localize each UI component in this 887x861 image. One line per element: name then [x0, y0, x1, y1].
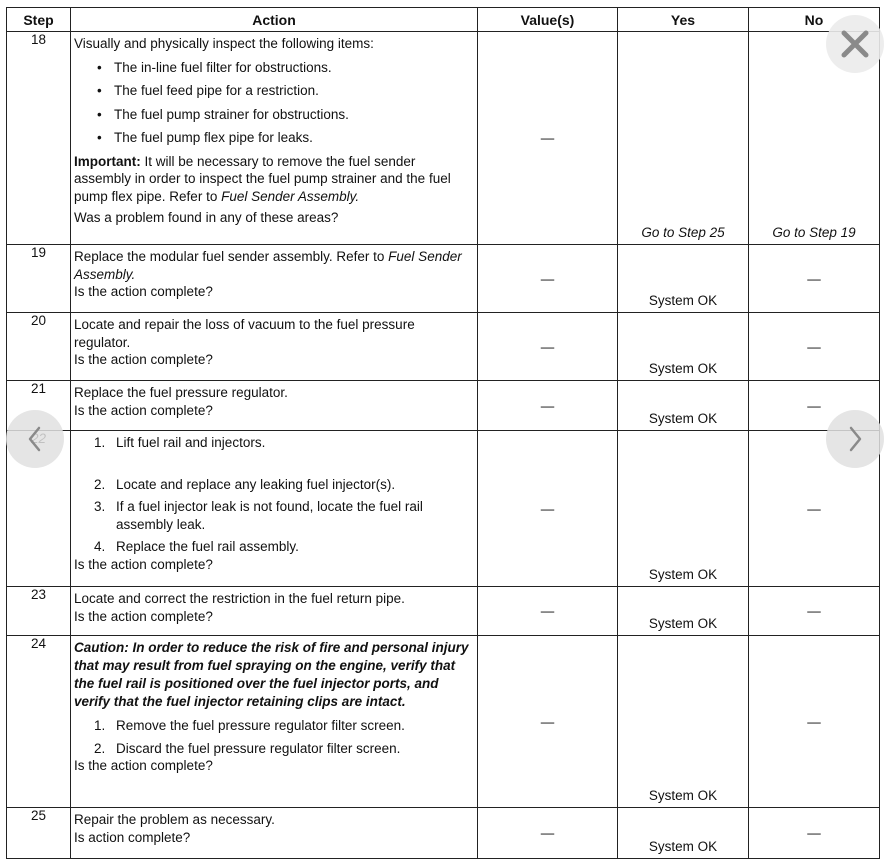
- value-cell: [478, 587, 618, 636]
- item-text: Discard the fuel pressure regulator filter screen.: [116, 740, 401, 756]
- bullet-item: • The in-line fuel filter for obstructions.: [74, 59, 473, 77]
- bullet-item: • The fuel pump strainer for obstructions.: [74, 106, 473, 124]
- table-row-step-21: [7, 381, 880, 431]
- no-dash: —: [807, 714, 821, 729]
- value-cell: [478, 313, 618, 381]
- item-number: 1.: [94, 718, 106, 733]
- item-number: 3.: [94, 499, 106, 514]
- step-number: 25: [7, 808, 71, 859]
- no-goto: Go to Step 19: [772, 225, 856, 240]
- no-dash: —: [807, 501, 821, 516]
- action-cell: [71, 32, 478, 245]
- value-dash: —: [540, 603, 555, 619]
- chevron-left-icon: [25, 424, 45, 454]
- action-ref: Fuel Sender Assembly.: [74, 249, 462, 282]
- table-row-step-19: [7, 245, 880, 313]
- previous-button[interactable]: [6, 410, 64, 468]
- step-number: 23: [7, 587, 71, 636]
- step-number: 21: [7, 381, 71, 431]
- yes-cell: [618, 245, 749, 313]
- no-dash: —: [807, 825, 821, 841]
- step-number: 19: [7, 245, 71, 313]
- action-question: Is the action complete?: [74, 284, 213, 299]
- yes-cell: [618, 808, 749, 859]
- no-dash: —: [807, 271, 821, 286]
- yes-cell: [618, 313, 749, 381]
- no-cell: [749, 313, 880, 381]
- yes-goto: Go to Step 25: [641, 225, 725, 240]
- action-cell: [71, 636, 478, 808]
- numbered-item: [74, 498, 473, 533]
- header-values: Value(s): [478, 8, 618, 32]
- value-cell: [478, 32, 618, 245]
- header-row: [7, 8, 880, 32]
- table-row-step-22: [7, 431, 880, 587]
- no-dash: —: [807, 603, 821, 619]
- action-text: Locate and repair the loss of vacuum to the fuel pressure regulator.: [74, 317, 415, 350]
- step-number: 20: [7, 313, 71, 381]
- bullet-item: • The fuel pump flex pipe for leaks.: [74, 129, 473, 147]
- numbered-item: [74, 740, 473, 758]
- action-question: Is the action complete?: [74, 352, 213, 367]
- action-text: [74, 248, 473, 283]
- table-row-step-24: [7, 636, 880, 808]
- action-text-main: Replace the modular fuel sender assembly. Refer to: [74, 249, 389, 264]
- numbered-item: [74, 476, 473, 494]
- no-dash: —: [807, 398, 821, 413]
- yes-result: System OK: [648, 411, 718, 426]
- action-question: Was a problem found in any of these areas?: [74, 210, 339, 225]
- action-cell: [71, 431, 478, 587]
- next-button[interactable]: [826, 410, 884, 468]
- table-row-step-18: [7, 32, 880, 245]
- item-text: If a fuel injector leak is not found, locate the fuel rail assembly leak.: [116, 499, 423, 532]
- yes-result: System OK: [648, 839, 718, 854]
- yes-cell: [618, 32, 749, 245]
- value-dash: —: [540, 825, 555, 841]
- item-text: Locate and replace any leaking fuel injector(s).: [116, 476, 396, 492]
- value-dash: —: [540, 501, 555, 516]
- header-no: No: [749, 8, 880, 32]
- value-cell: [478, 381, 618, 431]
- value-dash: —: [540, 271, 555, 286]
- yes-result: System OK: [648, 788, 718, 803]
- step-number: 18: [7, 32, 71, 245]
- action-text: Repair the problem as necessary.: [74, 812, 275, 827]
- action-intro: Visually and physically inspect the following items:: [74, 36, 374, 51]
- value-dash: —: [540, 714, 555, 729]
- item-text: Lift fuel rail and injectors.: [116, 435, 266, 450]
- value-dash: —: [540, 398, 555, 413]
- no-cell: [749, 808, 880, 859]
- diagnostic-table: [6, 7, 880, 859]
- caution-note: Caution: In order to reduce the risk of fire and personal injury that may result from fuel spraying on the engine, verify that the fuel rail is positioned over the fuel injector ports, and verify that the fuel injector retaining clips are intact.: [74, 640, 469, 709]
- value-cell: [478, 431, 618, 587]
- yes-result: System OK: [648, 567, 718, 582]
- step-number: 24: [7, 636, 71, 808]
- action-question: Is the action complete?: [74, 402, 213, 418]
- bullet-item: • The fuel feed pipe for a restriction.: [74, 82, 473, 100]
- action-cell: [71, 313, 478, 381]
- action-question: Is the action complete?: [74, 556, 213, 572]
- action-text: Replace the fuel pressure regulator.: [74, 385, 288, 400]
- table-row-step-20: [7, 313, 880, 381]
- action-question: Is the action complete?: [74, 608, 213, 624]
- no-cell: [749, 587, 880, 636]
- item-number: 4.: [94, 539, 106, 554]
- numbered-item: [74, 717, 473, 735]
- header-step: Step: [7, 8, 71, 32]
- important-ref: Fuel Sender Assembly.: [221, 188, 360, 204]
- action-cell: [71, 808, 478, 859]
- table-row-step-25: [7, 808, 880, 859]
- action-question: Is the action complete?: [74, 758, 213, 773]
- action-cell: [71, 587, 478, 636]
- action-cell: [71, 245, 478, 313]
- item-text: Remove the fuel pressure regulator filter screen.: [116, 718, 405, 733]
- action-cell: [71, 381, 478, 431]
- item-number: 1.: [94, 435, 106, 450]
- yes-result: System OK: [648, 293, 718, 308]
- chevron-right-icon: [845, 424, 865, 454]
- header-yes: Yes: [618, 8, 749, 32]
- important-text: It will be necessary to remove the fuel sender assembly in order to inspect the fuel pump strainer and the fuel pump flex pipe. Refer to: [74, 153, 451, 204]
- yes-cell: [618, 431, 749, 587]
- value-dash: —: [540, 130, 555, 146]
- no-cell: [749, 245, 880, 313]
- yes-result: System OK: [648, 616, 718, 631]
- yes-cell: [618, 381, 749, 431]
- action-text: Locate and correct the restriction in the fuel return pipe.: [74, 591, 405, 606]
- item-number: 2.: [94, 740, 106, 756]
- numbered-item: [74, 538, 473, 556]
- value-cell: [478, 636, 618, 808]
- close-icon: [840, 29, 870, 59]
- item-number: 2.: [94, 476, 106, 492]
- value-cell: [478, 245, 618, 313]
- close-button[interactable]: [826, 15, 884, 73]
- numbered-item: [74, 434, 473, 452]
- value-cell: [478, 808, 618, 859]
- value-dash: —: [540, 339, 555, 354]
- no-cell: [749, 636, 880, 808]
- yes-cell: [618, 636, 749, 808]
- important-label: Important:: [74, 153, 141, 169]
- item-text: Replace the fuel rail assembly.: [116, 539, 299, 554]
- action-question: Is action complete?: [74, 829, 191, 845]
- no-dash: —: [807, 339, 821, 354]
- important-note: [74, 153, 473, 206]
- yes-result: System OK: [648, 361, 718, 376]
- table-row-step-23: [7, 587, 880, 636]
- header-action: Action: [71, 8, 478, 32]
- yes-cell: [618, 587, 749, 636]
